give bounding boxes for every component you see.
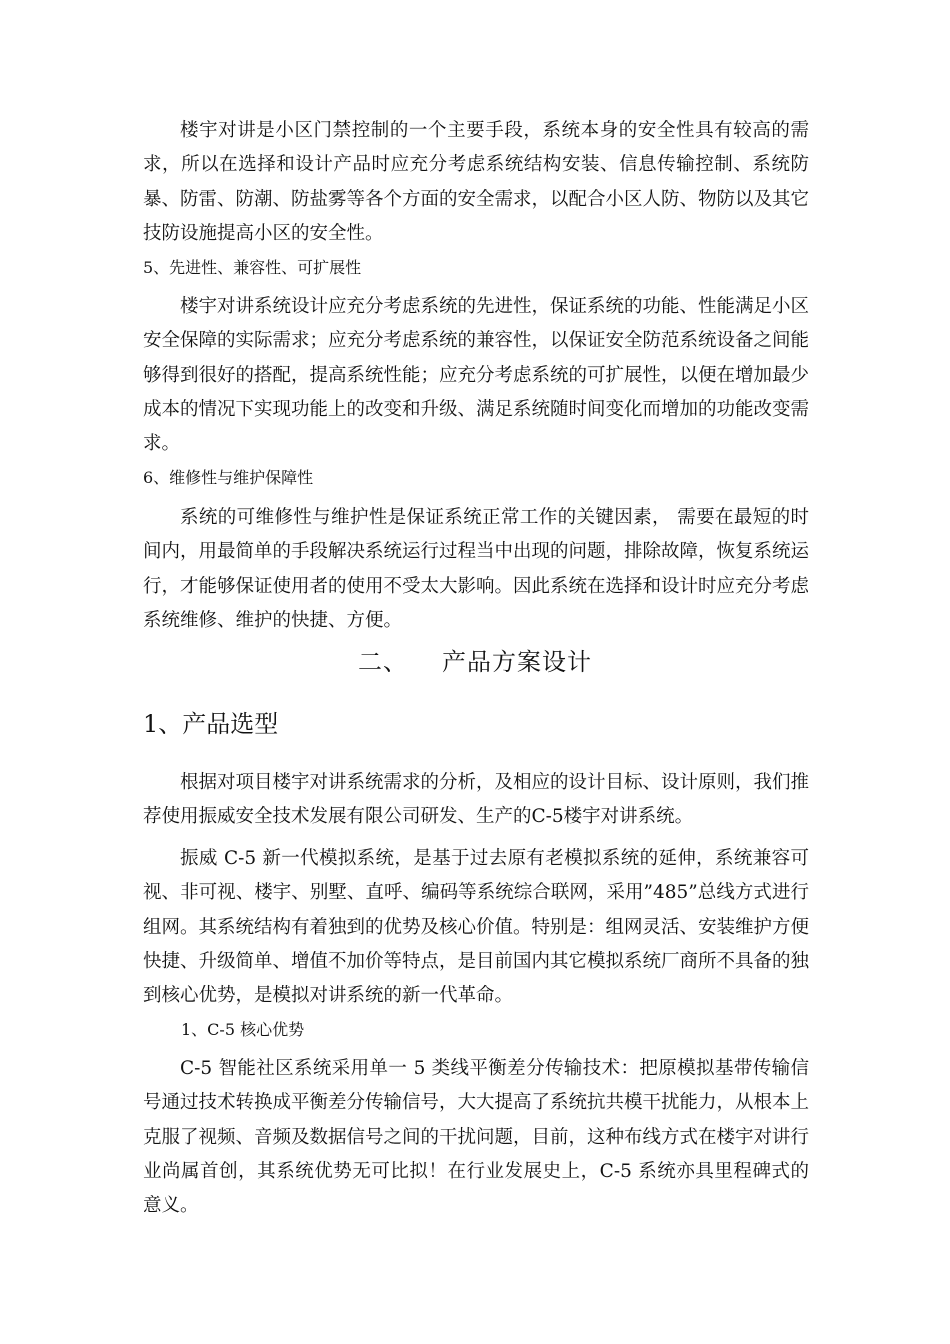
- subheading-c5-core-advantages: 1、C-5 核心优势: [181, 1020, 305, 1039]
- chapter-title: [0, 646, 950, 678]
- paragraph-security-requirement: 楼宇对讲是小区门禁控制的一个主要手段，系统本身的安全性具有较高的需求，所以在选择和设计产品时应充分考虑系统结构安装、信息传输控制、系统防暴、防雷、防潮、防盐雾等各个方面的安全需求，以配合小区人防、物防以及其它技防设施提高小区的安全性。: [143, 120, 810, 244]
- chapter-number: 二、: [358, 648, 408, 676]
- paragraph-advanced-design: 楼宇对讲系统设计应充分考虑系统的先进性，保证系统的功能、性能满足小区安全保障的实际需求；应充分考虑系统的兼容性，以保证安全防范系统设备之间能够得到很好的搭配，提高系统性能；应充分考虑系统的可扩展性，以便在增加最少成本的情况下实现功能上的改变和升级、满足系统随时间变化而增加的功能改变需求。: [143, 296, 810, 455]
- paragraph-maintainability: 系统的可维修性与维护性是保证系统正常工作的关键因素， 需要在最短的时间内，用最简单的手段解决系统运行过程当中出现的问题，排除故障，恢复系统运行，才能够保证使用者的使用不受太大影响。因此系统在选择和设计时应充分考虑系统维修、维护的快捷、方便。: [143, 507, 810, 631]
- paragraph-recommendation: 根据对项目楼宇对讲系统需求的分析，及相应的设计目标、设计原则，我们推荐使用振威安全技术发展有限公司研发、生产的C-5楼宇对讲系统。: [143, 772, 810, 828]
- chapter-name: 产品方案设计: [442, 648, 592, 676]
- section-title-product-selection: 1、产品选型: [143, 710, 279, 738]
- heading-advanced-compatible-extensible: 5、先进性、兼容性、可扩展性: [143, 258, 362, 277]
- paragraph-c5-transmission: C-5 智能社区系统采用单一 5 类线平衡差分传输技术：把原模拟基带传输信号通过技术转换成平衡差分传输信号，大大提高了系统抗共模干扰能力，从根本上克服了视频、音频及数据信号之间的干扰问题，目前，这种布线方式在楼宇对讲行业尚属首创，其系统优势无可比拟！在行业发展史上，C-5 系统亦具里程碑式的意义。: [143, 1058, 810, 1217]
- heading-maintainability: 6、维修性与维护保障性: [143, 468, 314, 487]
- paragraph-c5-overview: 振威 C-5 新一代模拟系统，是基于过去原有老模拟系统的延伸，系统兼容可视、非可视、楼宇、别墅、直呼、编码等系统综合联网，采用”485”总线方式进行组网。其系统结构有着独到的优势及核心价值。特别是：组网灵活、安装维护方便快捷、升级简单、增值不加价等特点，是目前国内其它模拟系统厂商所不具备的独到核心优势，是模拟对讲系统的新一代革命。: [143, 848, 810, 1007]
